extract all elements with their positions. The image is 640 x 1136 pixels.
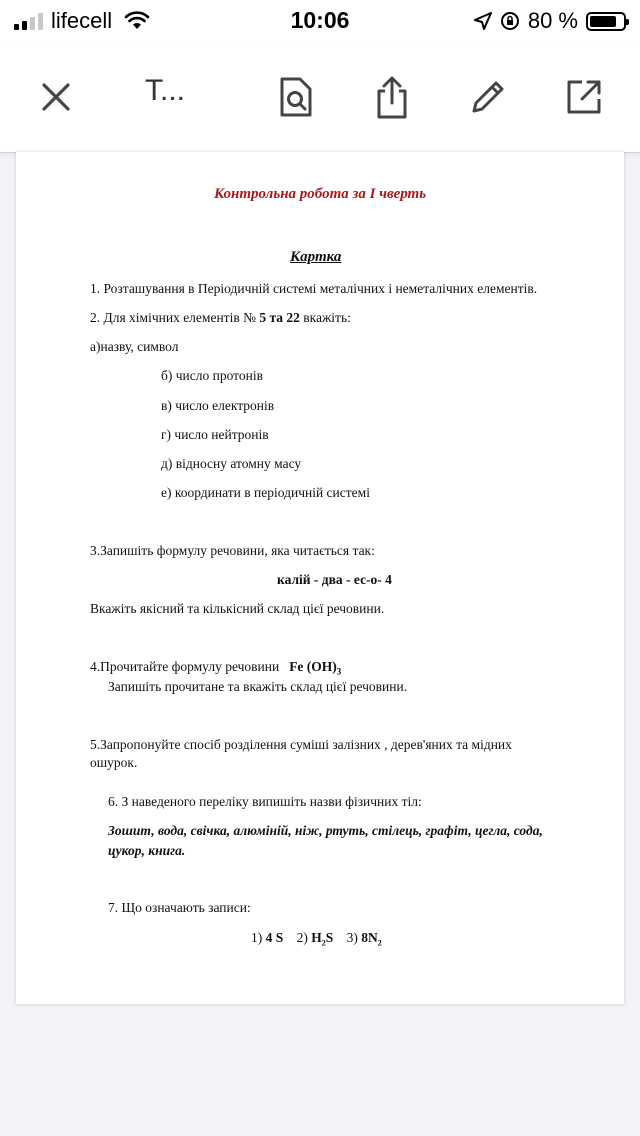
- q7-formula-subscript: 2: [377, 938, 382, 948]
- markup-button[interactable]: [463, 72, 513, 122]
- location-icon: [474, 12, 492, 30]
- q7-formula-subscript: 2: [321, 938, 326, 948]
- q2-elements: 5 та 22: [259, 310, 300, 325]
- status-bar: [0, 0, 640, 42]
- q2-item: д) відносну атомну масу: [161, 456, 302, 471]
- document-heading: Контрольна робота за І чверть: [213, 186, 427, 202]
- q7-label: 3): [346, 930, 362, 945]
- question-3: 3.Запишіть формулу речовини, яка читається так:: [90, 543, 375, 558]
- question-2: [90, 310, 351, 326]
- q6-list: Зошит, вода, свічка, алюміній, ніж, ртуть, стілець, графіт, цегла, сода,: [108, 823, 543, 838]
- q3-task: Вкажіть якісний та кількісний склад цієї речовини.: [90, 601, 385, 616]
- document-page: [16, 152, 624, 1004]
- q2-item: б) число протонів: [161, 368, 263, 383]
- clock: 10:06: [290, 7, 350, 33]
- q4-formula-subscript: 3: [336, 666, 342, 677]
- search-in-document-button[interactable]: [271, 72, 321, 122]
- q6-list-cont: цукор, книга.: [108, 843, 186, 858]
- question-4: [90, 659, 341, 677]
- q7-formula: 8N: [361, 930, 378, 945]
- open-external-icon: [564, 77, 604, 117]
- q7-formula: H: [311, 930, 322, 945]
- carrier-name: lifecell: [51, 8, 113, 33]
- q7-formula-tail: S: [325, 930, 334, 945]
- close-button[interactable]: [31, 72, 81, 122]
- q2-item: е) координати в періодичній системі: [161, 485, 370, 500]
- share-button[interactable]: [367, 72, 417, 122]
- status-right: [474, 8, 626, 34]
- q7-label: 2): [296, 930, 312, 945]
- q2-item: в) число електронів: [161, 398, 275, 413]
- card-title: Картка: [290, 249, 342, 265]
- q4-formula: Fe (OH): [289, 659, 337, 674]
- question-6: 6. З наведеного переліку випишіть назви фізичних тіл:: [108, 794, 422, 809]
- q7-formula: 4 S: [265, 930, 284, 945]
- close-icon: [41, 82, 71, 112]
- rotation-lock-icon: [500, 11, 520, 31]
- battery-icon: [586, 12, 626, 31]
- question-5-cont: ошурок.: [90, 755, 138, 770]
- q7-label: 1): [251, 930, 266, 945]
- share-icon: [374, 75, 410, 119]
- q4-task: Запишіть прочитане та вкажіть склад цієї речовини.: [108, 679, 408, 694]
- question-5: 5.Запропонуйте спосіб розділення суміші залізних , дерев'яних та мідних: [90, 737, 512, 752]
- question-7: 7. Що означають записи:: [108, 900, 251, 915]
- q3-formula: калій - два - ес-о- 4: [277, 572, 392, 587]
- q4-text: 4.Прочитайте формулу речовини: [90, 659, 280, 674]
- question-1: 1. Розташування в Періодичній системі металічних і неметалічних елементів.: [90, 281, 538, 296]
- q2-item: а)назву, символ: [90, 339, 179, 354]
- open-external-button[interactable]: [559, 72, 609, 122]
- pencil-icon: [468, 77, 508, 117]
- q2-item: г) число нейтронів: [161, 427, 269, 442]
- document-title: T...: [145, 74, 186, 107]
- q7-items: [251, 930, 382, 948]
- q2-prefix: 2. Для хімічних елементів №: [90, 310, 260, 325]
- viewer-toolbar: [0, 42, 640, 153]
- document-search-icon: [278, 77, 314, 117]
- battery-percent: 80 %: [527, 8, 578, 33]
- q2-suffix: вкажіть:: [299, 310, 351, 325]
